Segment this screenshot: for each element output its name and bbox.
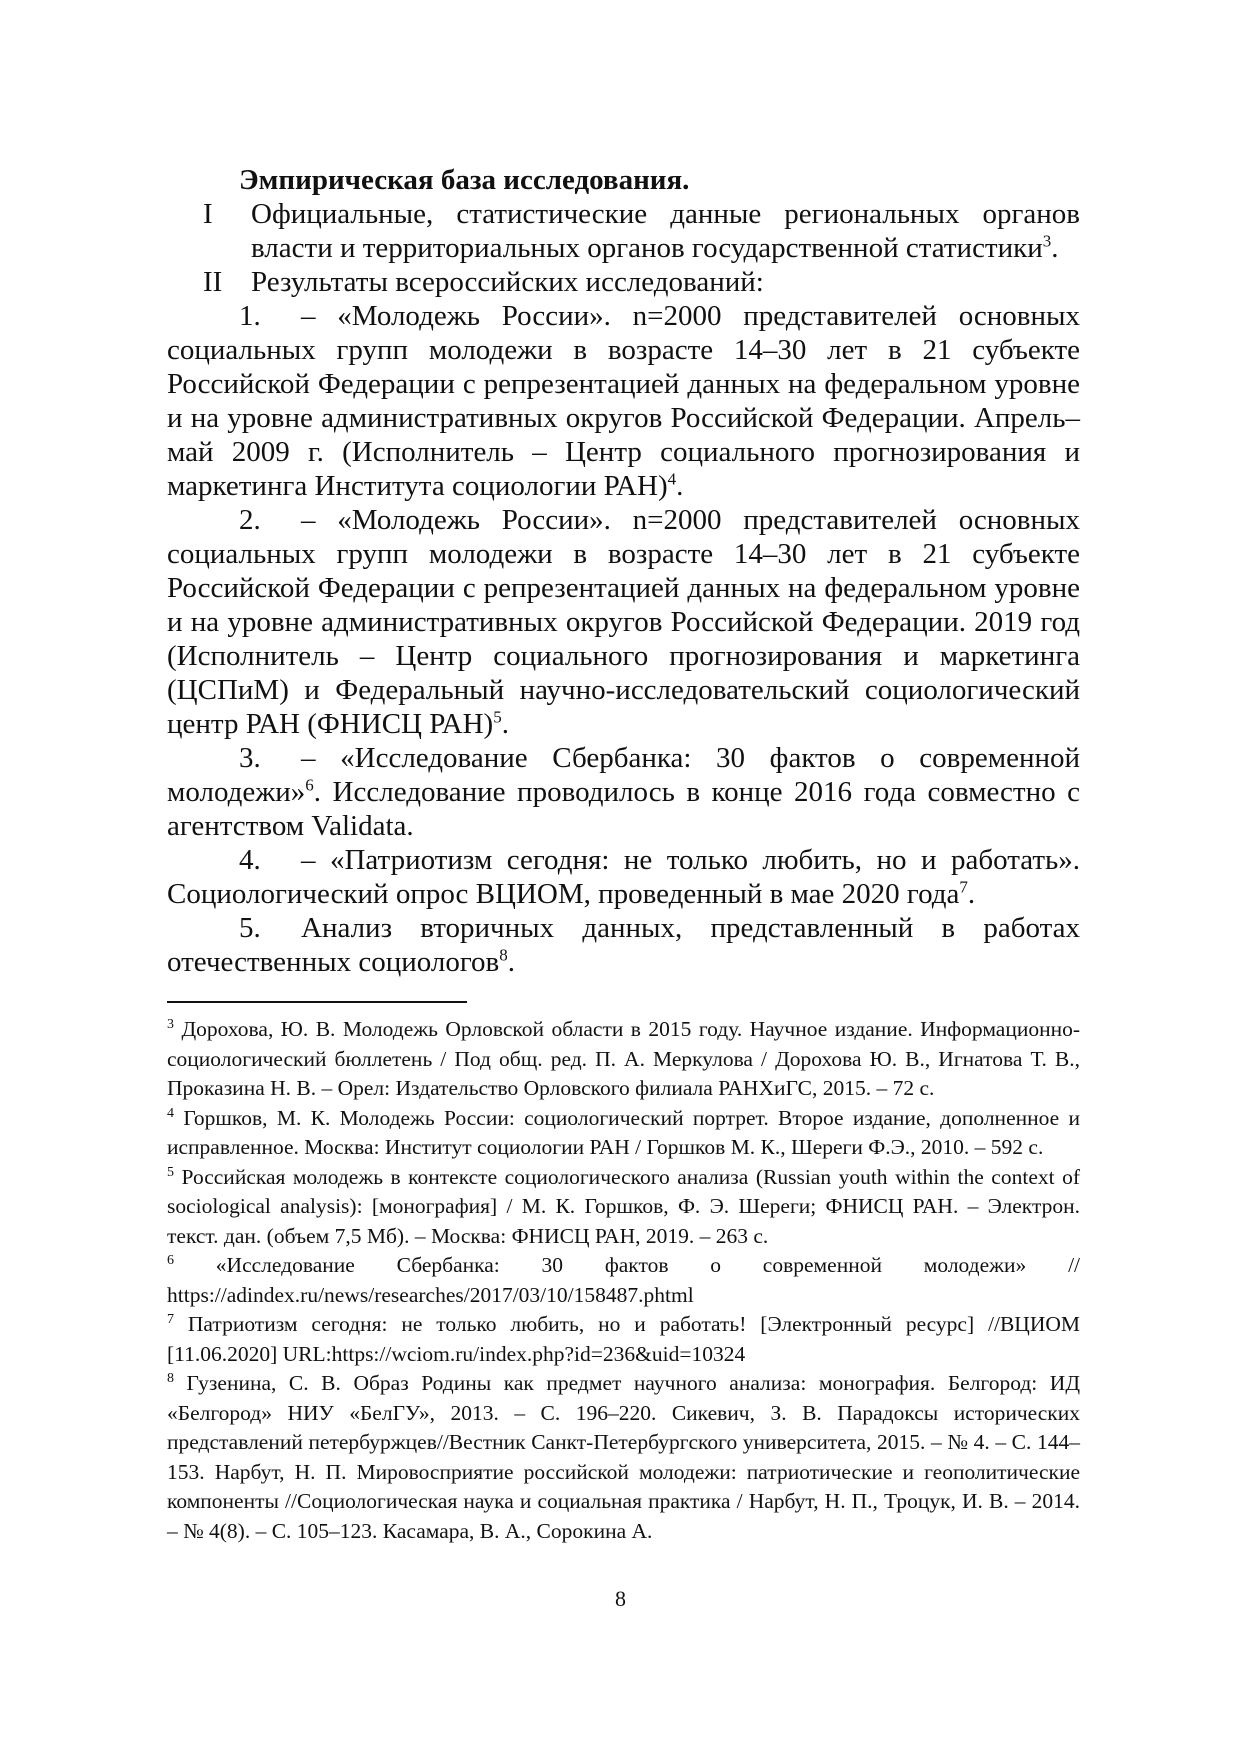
footnote-separator xyxy=(167,1001,467,1003)
footnote-8 xyxy=(167,1369,1080,1546)
list-item-4: 4. – «Патриотизм сегодня: не только любить, но и работать». Социологический опрос ВЦИОМ, проведенный в мае 2020 года$^7$. xyxy=(167,844,1080,910)
footnote-number: 7 xyxy=(167,1311,174,1327)
footnotes xyxy=(167,1015,1080,1546)
section-heading: Эмпирическая база исследования. xyxy=(239,164,690,196)
footnote-5 xyxy=(167,1163,1080,1252)
footnote-ref: 7 xyxy=(959,877,968,897)
footnote-ref: 6 xyxy=(305,775,314,795)
footnote-number: 3 xyxy=(167,1016,174,1032)
footnote-text: Дорохова, Ю. В. Молодежь Орловской области в 2015 году. Научное издание. Информационно-социологический бюллетень / Под общ. ред. П. А. Меркулова / Дорохова Ю. В., Игнатова Т. В., Проказина Н. В. – Орел: Издательство Орловского филиала РАНХиГС, 2015. – 72 с. xyxy=(167,1017,1081,1100)
footnote-4 xyxy=(167,1104,1080,1163)
item-number: 1. xyxy=(239,300,261,332)
roman-item-1: I Официальные, статистические данные региональных органов власти и территориальных органов государственной статистики$^3$. xyxy=(167,197,1080,265)
item-number: 4. xyxy=(239,844,261,876)
page-number: 8 xyxy=(615,1586,626,1611)
roman-number: I xyxy=(203,198,213,230)
item-text: Анализ вторичных данных, представленный в работах отечественных социологов xyxy=(167,912,1080,978)
footnote-text: «Исследование Сбербанка: 30 фактов о современной молодежи» // https://adindex.ru/news/researches/2017/03/10/158487.phtml xyxy=(167,1253,1081,1307)
main-text xyxy=(167,163,1080,979)
footnote-6 xyxy=(167,1251,1080,1310)
item-text: – «Молодежь России». n=2000 представителей основных социальных групп молодежи в возрасте 14–30 лет в 21 субъекте Российской Федерации с репрезентацией данных на федеральном уровне и на уровне административных округов Российской Федерации. Апрель–май 2009 г. (Исполнитель – Центр социального прогнозирования и маркетинга Института социологии РАН) xyxy=(167,300,1080,502)
roman-number: II xyxy=(203,266,223,298)
roman-text: Результаты всероссийских исследований: xyxy=(251,266,764,298)
item-text: – «Исследование Сбербанка: 30 фактов о современной молодежи» xyxy=(167,742,1080,808)
footnote-number: 8 xyxy=(167,1370,174,1386)
footnote-number: 4 xyxy=(167,1105,174,1121)
footnote-number: 5 xyxy=(167,1164,174,1180)
footnote-number: 6 xyxy=(167,1252,174,1268)
item-text: – «Молодежь России». n=2000 представителей основных социальных групп молодежи в возрасте 14–30 лет в 21 субъекте Российской Федерации с репрезентацией данных на федеральном уровне и на уровне административных округов Российской Федерации. 2019 год (Исполнитель – Центр социального прогнозирования и маркетинга (ЦСПиМ) и Федеральный научно-исследовательский социологический центр РАН (ФНИСЦ РАН) xyxy=(167,504,1080,740)
footnote-ref: 3 xyxy=(1042,231,1052,251)
list-item-2: 2. – «Молодежь России». n=2000 представителей основных социальных групп молодежи в возрасте 14–30 лет в 21 субъекте Российской Федерации с репрезентацией данных на федеральном уровне и на уровне административных округов Российской Федерации. 2019 год (Исполнитель – Центр социального прогнозирования и маркетинга (ЦСПиМ) и Федеральный научно-исследовательский социологический центр РАН (ФНИСЦ РАН)$^5$. xyxy=(167,504,1080,740)
footnote-text: Гузенина, С. В. Образ Родины как предмет научного анализа: монография. Белгород: ИД «Белгород» НИУ «БелГУ», 2013. – С. 196–220. Сикевич, З. В. Парадоксы исторических представлений петербуржцев//Вестник Санкт-Петербургского университета, 2015. – № 4. – С. 144–153. Нарбут, Н. П. Мировосприятие российской молодежи: патриотические и геополитические компоненты //Социологическая наука и социальная практика / Нарбут, Н. П., Троцук, И. В. – 2014. – № 4(8). – С. 105–123. Касамара, В. А., Сорокина А. xyxy=(167,1371,1080,1543)
item-number: 2. xyxy=(239,504,261,536)
footnote-text: Горшков, М. К. Молодежь России: социологический портрет. Второе издание, дополненное и исправленное. Москва: Институт социологии РАН / Горшков М. К., Шереги Ф.Э., 2010. – 592 с. xyxy=(167,1105,1080,1159)
item-number: 5. xyxy=(239,912,261,944)
item-text: – «Патриотизм сегодня: не только любить, но и работать». Социологический опрос ВЦИОМ, проведенный в мае 2020 года xyxy=(167,844,1080,910)
roman-item-2 xyxy=(167,265,1080,299)
roman-text: Официальные, статистические данные региональных органов власти и территориальных органов государственной статистики xyxy=(251,198,1080,264)
list-item-1: 1. – «Молодежь России». n=2000 представителей основных социальных групп молодежи в возрасте 14–30 лет в 21 субъекте Российской Федерации с репрезентацией данных на федеральном уровне и на уровне административных округов Российской Федерации. Апрель–май 2009 г. (Исполнитель – Центр социального прогнозирования и маркетинга Института социологии РАН)$^4$. xyxy=(167,300,1080,502)
footnote-text: Патриотизм сегодня: не только любить, но и работать! [Электронный ресурс] //ВЦИОМ [11.06.2020] URL:https://wciom.ru/index.php?id=236&uid=10324 xyxy=(167,1312,1080,1366)
footnote-ref: 5 xyxy=(493,707,502,727)
list-item-5: 5. Анализ вторичных данных, представленный в работах отечественных социологов$^8$. xyxy=(167,912,1080,978)
footnote-ref: 8 xyxy=(499,945,508,965)
footnote-ref: 4 xyxy=(667,469,677,489)
footnote-7 xyxy=(167,1310,1080,1369)
item-number: 3. xyxy=(239,742,261,774)
footnote-3 xyxy=(167,1015,1080,1104)
footnote-text: Российская молодежь в контексте социологического анализа (Russian youth within the context of sociological analysis): [монография] / М. К. Горшков, Ф. Э. Шереги; ФНИСЦ РАН. – Электрон. текст. дан. (объем 7,5 Мб). – Москва: ФНИСЦ РАН, 2019. – 263 с. xyxy=(167,1164,1081,1248)
list-item-3: 3. – «Исследование Сбербанка: 30 фактов о современной молодежи»$^6$. Исследование проводилось в конце 2016 года совместно с агентством Validata. xyxy=(167,742,1080,842)
